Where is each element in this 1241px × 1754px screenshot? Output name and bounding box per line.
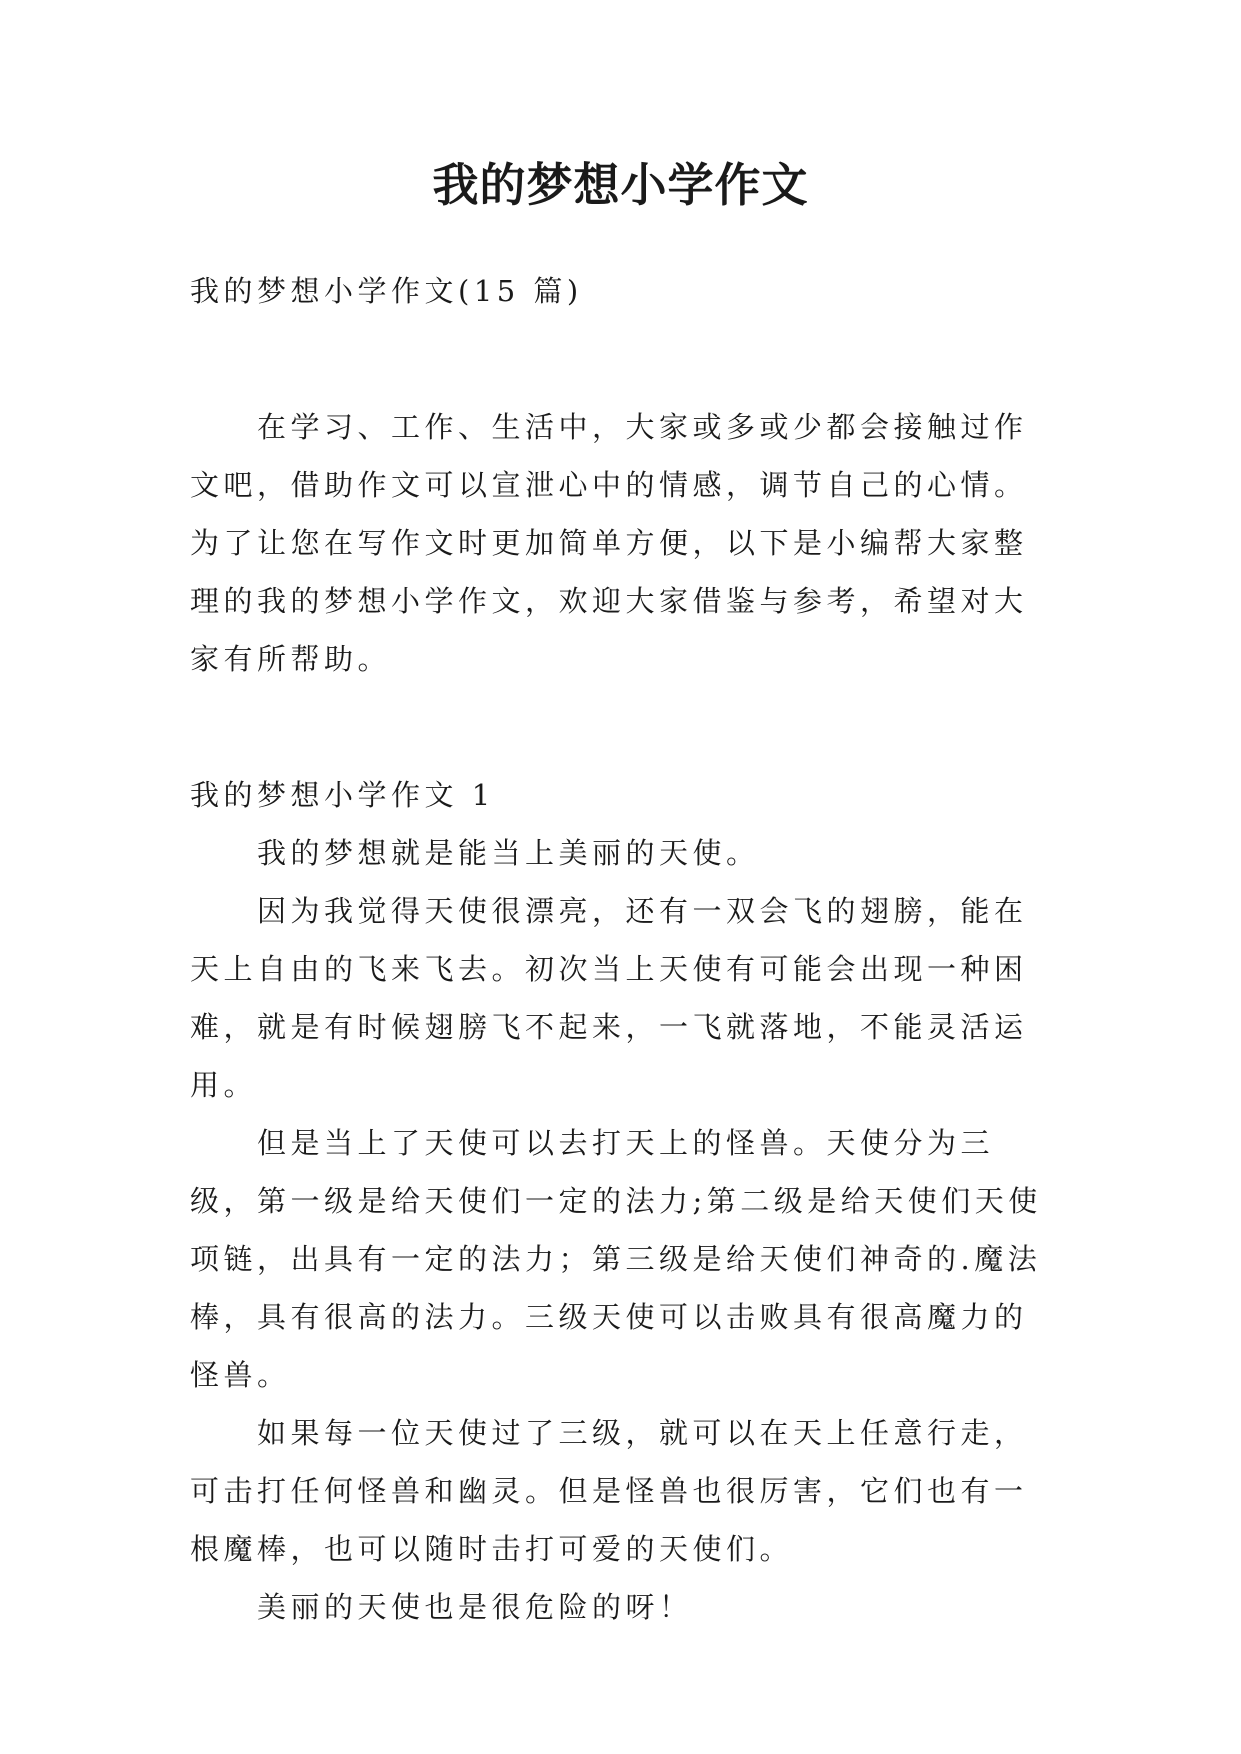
document-title: 我的梦想小学作文 xyxy=(432,158,809,212)
document-subtitle: 我的梦想小学作文(15 篇) xyxy=(190,274,583,308)
spacer xyxy=(190,320,1060,398)
body-paragraph: 我的梦想就是能当上美丽的天使。 xyxy=(257,836,760,870)
body-paragraph: 但是当上了天使可以去打天上的怪兽。天使分为三级，第一级是给天使们一定的法力;第二级是给天使们天使项链，出具有一定的法力；第三级是给天使们神奇的.魔法棒，具有很高的法力。三级天使可以击败具有很高魔力的怪兽。 xyxy=(190,1126,1042,1392)
body-paragraph: 如果每一位天使过了三级，就可以在天上任意行走，可击打任何怪兽和幽灵。但是怪兽也很厉害，它们也有一根魔棒，也可以随时击打可爱的天使们。 xyxy=(190,1416,1028,1566)
body-paragraph: 因为我觉得天使很漂亮，还有一双会飞的翅膀，能在天上自由的飞来飞去。初次当上天使有可能会出现一种困难，就是有时候翅膀飞不起来，一飞就落地，不能灵活运用。 xyxy=(190,894,1028,1102)
document-body xyxy=(190,262,1060,1636)
body-paragraph: 美丽的天使也是很危险的呀！ xyxy=(257,1590,693,1624)
intro-paragraph: 在学习、工作、生活中，大家或多或少都会接触过作文吧，借助作文可以宣泄心中的情感，调节自己的心情。为了让您在写作文时更加简单方便，以下是小编帮大家整理的我的梦想小学作文，欢迎大家借鉴与参考，希望对大家有所帮助。 xyxy=(190,410,1028,676)
spacer xyxy=(190,688,1060,766)
section-heading: 我的梦想小学作文 1 xyxy=(190,778,495,812)
